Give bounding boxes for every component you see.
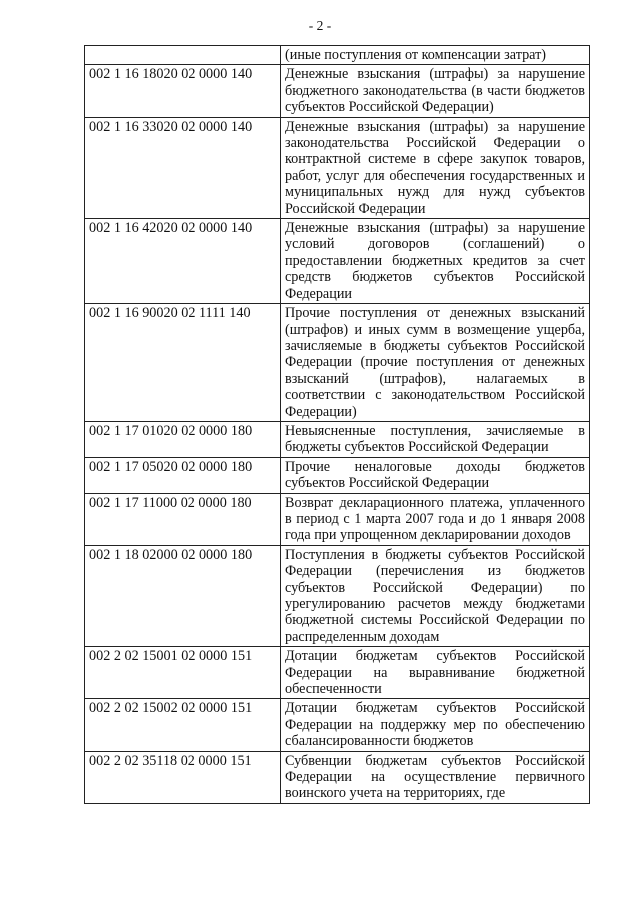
row-description: Дотации бюджетам субъектов Российской Федерации на поддержку мер по обеспечению сбалансированности бюджетов [281, 699, 590, 751]
table-row [85, 751, 590, 803]
table-row [85, 46, 590, 65]
row-description: Поступления в бюджеты субъектов Российской Федерации (перечисления из бюджетов субъектов Российской Федерации) по урегулированию расчетов между бюджетами бюджетной системы Российской Федерации по распределенным доходам [281, 545, 590, 646]
row-code: 002 2 02 15002 02 0000 151 [85, 699, 281, 751]
table-row [85, 545, 590, 646]
row-code: 002 2 02 15001 02 0000 151 [85, 647, 281, 699]
row-code: 002 1 16 90020 02 1111 140 [85, 304, 281, 422]
row-code [85, 46, 281, 65]
row-description: Денежные взыскания (штрафы) за нарушение бюджетного законодательства (в части бюджетов субъектов Российской Федерации) [281, 65, 590, 117]
row-description: Денежные взыскания (штрафы) за нарушение законодательства Российской Федерации о контрактной системе в сфере закупок товаров, работ, услуг для обеспечения государственных и муниципальных нужд для нужд субъектов Российской Федерации [281, 117, 590, 218]
row-description: Субвенции бюджетам субъектов Российской Федерации на осуществление первичного воинского учета на территориях, где [281, 751, 590, 803]
row-code: 002 1 17 11000 02 0000 180 [85, 493, 281, 545]
table-row [85, 699, 590, 751]
row-description: Возврат декларационного платежа, уплаченного в период с 1 марта 2007 года и до 1 января 2008 года при упрощенном декларировании доходов [281, 493, 590, 545]
table-row [85, 647, 590, 699]
row-description: Денежные взыскания (штрафы) за нарушение условий договоров (соглашений) о предоставлении бюджетных кредитов за счет средств бюджетов субъектов Российской Федерации [281, 219, 590, 304]
row-code: 002 2 02 35118 02 0000 151 [85, 751, 281, 803]
row-code: 002 1 17 01020 02 0000 180 [85, 421, 281, 457]
table-row [85, 117, 590, 218]
row-code: 002 1 16 33020 02 0000 140 [85, 117, 281, 218]
row-description: Дотации бюджетам субъектов Российской Федерации на выравнивание бюджетной обеспеченности [281, 647, 590, 699]
row-description: Прочие неналоговые доходы бюджетов субъектов Российской Федерации [281, 457, 590, 493]
budget-codes-table [84, 45, 590, 804]
table-row [85, 304, 590, 422]
row-description: (иные поступления от компенсации затрат) [281, 46, 590, 65]
row-code: 002 1 18 02000 02 0000 180 [85, 545, 281, 646]
row-description: Прочие поступления от денежных взысканий (штрафов) и иных сумм в возмещение ущерба, зачисляемые в бюджеты субъектов Российской Федерации (прочие поступления от денежных взысканий (штрафов), налагаемых в соответствии с законодательством Российской Федерации) [281, 304, 590, 422]
row-code: 002 1 16 42020 02 0000 140 [85, 219, 281, 304]
row-description: Невыясненные поступления, зачисляемые в бюджеты субъектов Российской Федерации [281, 421, 590, 457]
row-code: 002 1 16 18020 02 0000 140 [85, 65, 281, 117]
row-code: 002 1 17 05020 02 0000 180 [85, 457, 281, 493]
table-row [85, 219, 590, 304]
page-number: - 2 - [308, 18, 332, 33]
table-row [85, 421, 590, 457]
table-row [85, 493, 590, 545]
table-row [85, 65, 590, 117]
table-row [85, 457, 590, 493]
